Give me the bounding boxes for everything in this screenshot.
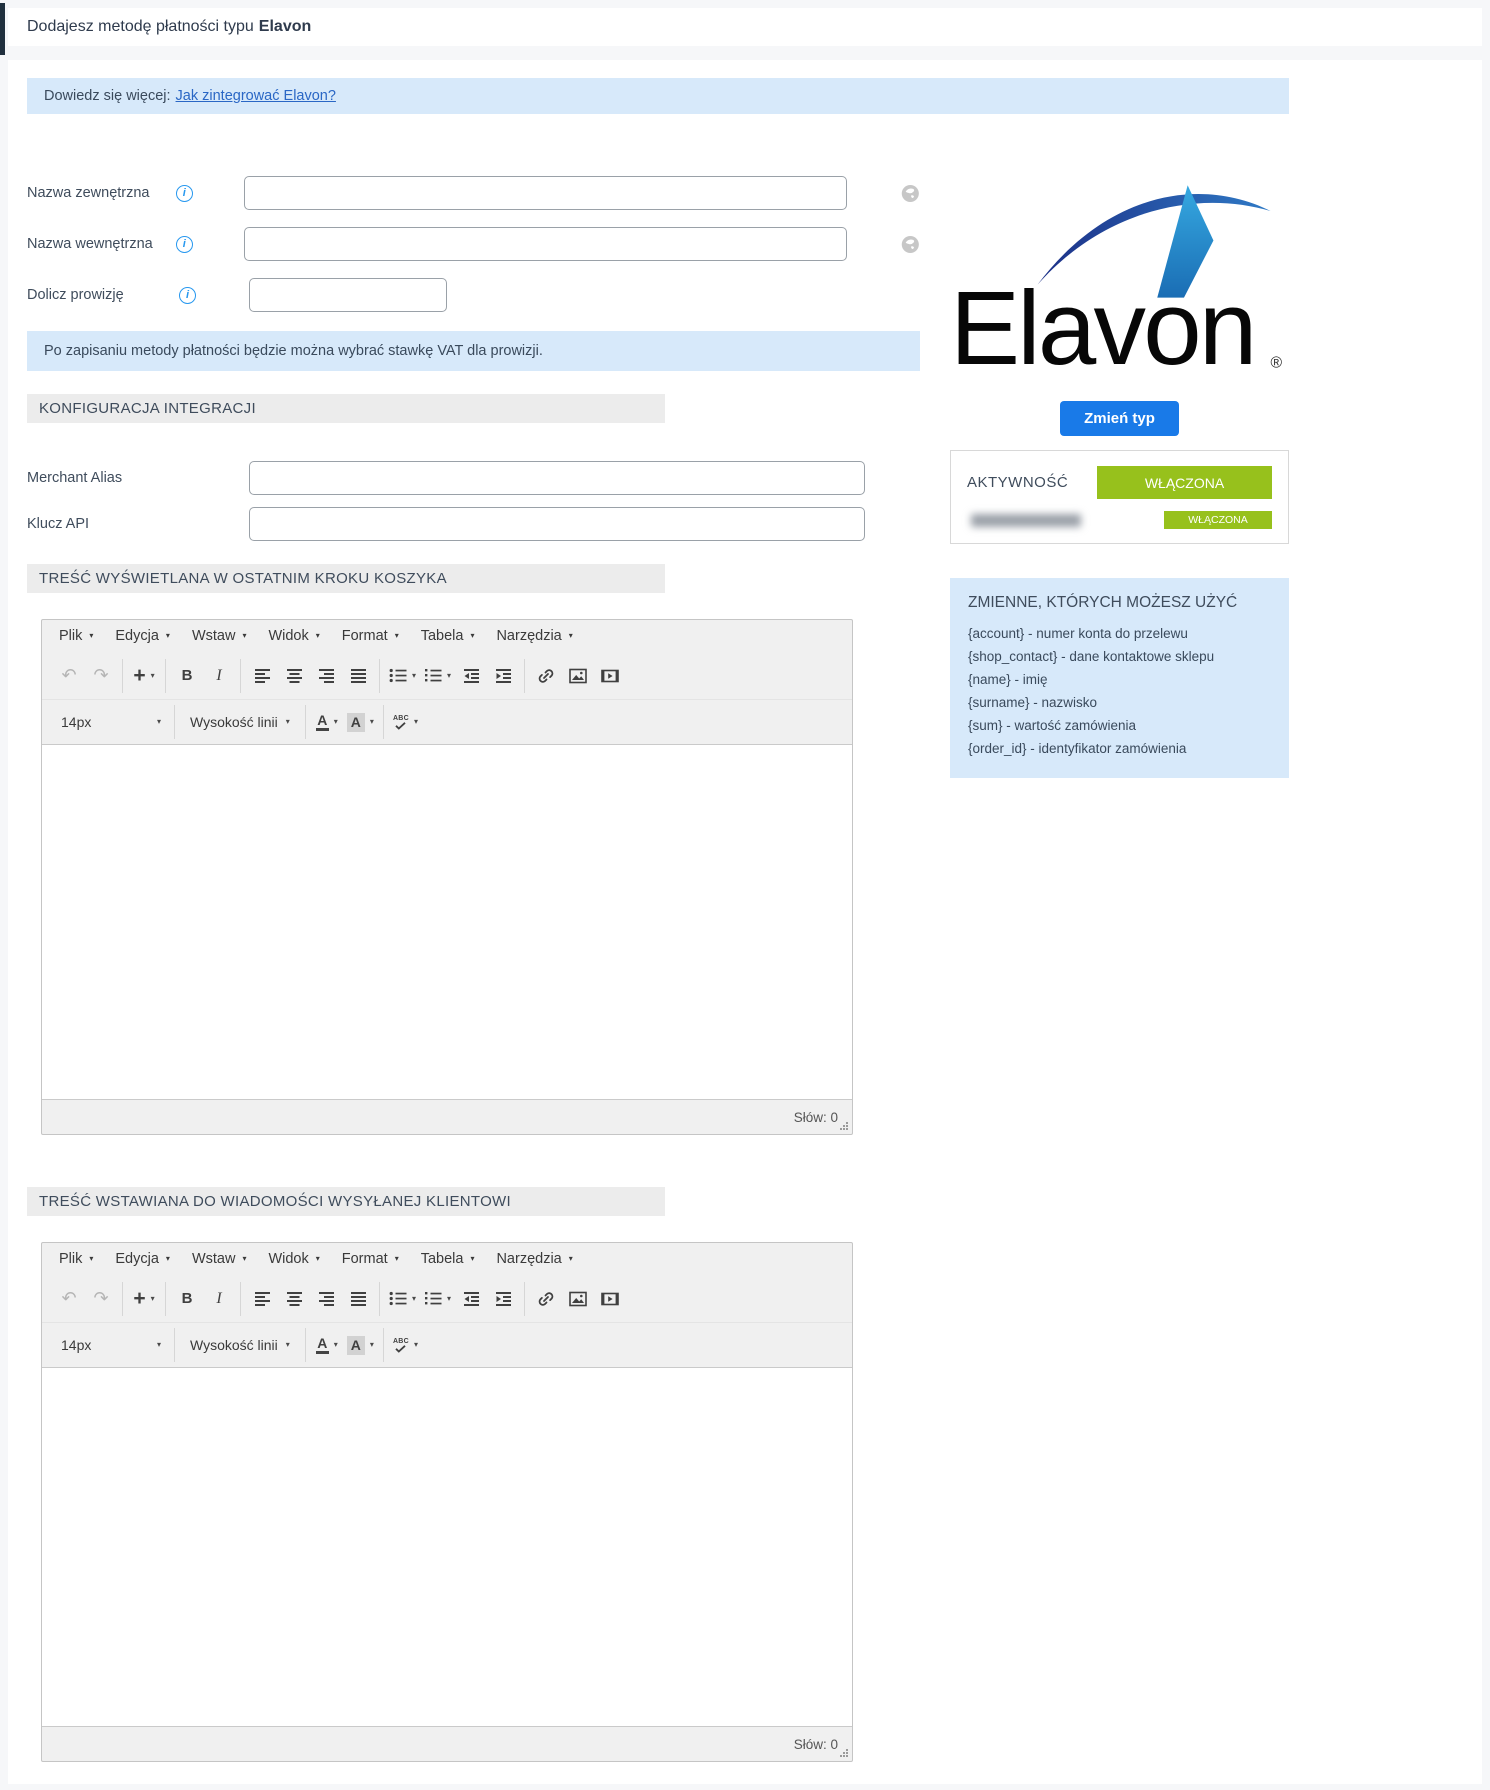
merchant-alias-row — [27, 461, 920, 495]
caret-down-icon: ▾ — [150, 670, 155, 680]
menu-item-format[interactable]: Format ▾ — [341, 628, 399, 644]
italic-button[interactable] — [203, 1283, 235, 1315]
editor-content-area[interactable] — [42, 744, 852, 1100]
variable-item: {order_id} - identyfikator zamówienia — [968, 741, 1187, 756]
background-color-button[interactable] — [343, 706, 378, 738]
caret-down-icon: ▾ — [89, 1254, 94, 1263]
caret-down-icon: ▾ — [412, 670, 417, 680]
menu-item-wstaw[interactable]: Wstaw ▾ — [191, 628, 247, 644]
page-title: Dodajesz metodę płatności typu — [27, 18, 254, 35]
undo-button[interactable] — [53, 660, 85, 692]
outdent-icon — [463, 668, 480, 683]
background-color-icon: A — [347, 1336, 365, 1355]
variable-item: {name} - imię — [968, 672, 1048, 687]
caret-down-icon: ▾ — [369, 717, 374, 726]
numbered-list-button[interactable] — [420, 1283, 455, 1315]
cart-content-editor — [41, 619, 853, 1135]
caret-down-icon: ▾ — [333, 717, 338, 726]
commission-row — [27, 278, 920, 312]
indent-icon — [495, 668, 512, 683]
caret-down-icon: ▾ — [470, 631, 475, 640]
internal-name-input[interactable] — [244, 227, 847, 261]
commission-label: Dolicz prowizję — [27, 287, 124, 303]
email-content-editor — [41, 1242, 853, 1762]
image-button[interactable] — [562, 660, 594, 692]
align-right-icon — [318, 668, 335, 684]
editor-menubar — [42, 1243, 852, 1275]
word-count: Słów: 0 — [793, 1109, 838, 1125]
image-icon — [569, 1291, 587, 1307]
api-key-label: Klucz API — [27, 516, 90, 532]
section-integration: KONFIGURACJA INTEGRACJI — [27, 394, 665, 423]
external-name-input[interactable] — [244, 176, 847, 210]
activity-box — [950, 450, 1289, 544]
sub-status-badge[interactable]: WŁĄCZONA — [1164, 511, 1272, 529]
spellcheck-icon: ABC — [393, 715, 409, 730]
caret-down-icon: ▾ — [165, 1254, 170, 1263]
variable-item: {sum} - wartość zamówienia — [968, 718, 1137, 733]
api-key-row — [27, 507, 920, 541]
indent-button[interactable] — [487, 660, 519, 692]
globe-icon[interactable] — [901, 184, 920, 203]
variable-item: {surname} - nazwisko — [968, 695, 1098, 710]
menu-item-wstaw[interactable]: Wstaw ▾ — [191, 1251, 247, 1267]
commission-input[interactable] — [249, 278, 447, 312]
align-justify-button[interactable] — [342, 660, 374, 692]
info-banner — [27, 78, 1289, 114]
caret-down-icon: ▾ — [242, 631, 247, 640]
caret-down-icon: ▾ — [447, 670, 452, 680]
align-right-button[interactable] — [310, 660, 342, 692]
numbered-list-icon — [424, 1291, 442, 1306]
caret-down-icon: ▾ — [394, 1254, 399, 1263]
caret-down-icon: ▾ — [285, 1340, 290, 1349]
globe-icon[interactable] — [901, 235, 920, 254]
link-icon — [537, 667, 555, 685]
editor-toolbar-row1 — [42, 652, 852, 699]
line-height-label: Wysokość linii — [190, 714, 278, 730]
outdent-icon — [463, 1291, 480, 1306]
media-button[interactable] — [594, 1283, 626, 1315]
bullet-list-button[interactable] — [385, 660, 420, 692]
link-button[interactable] — [530, 1283, 562, 1315]
align-left-icon — [254, 668, 271, 684]
editor-content-area[interactable] — [42, 1367, 852, 1727]
caret-down-icon: ▾ — [447, 1293, 452, 1303]
menu-item-plik[interactable]: Plik ▾ — [59, 628, 94, 644]
variables-title: ZMIENNE, KTÓRYCH MOŻESZ UŻYĆ — [968, 594, 1238, 611]
caret-down-icon: ▾ — [414, 717, 419, 726]
caret-down-icon: ▾ — [285, 717, 290, 726]
align-right-button[interactable] — [310, 1283, 342, 1315]
vat-note: Po zapisaniu metody płatności będzie można wybrać stawkę VAT dla prowizji. — [27, 331, 920, 371]
merchant-alias-input[interactable] — [249, 461, 865, 495]
caret-down-icon: ▾ — [315, 631, 320, 640]
font-size-value: 14px — [61, 714, 92, 730]
align-justify-button[interactable] — [342, 1283, 374, 1315]
menu-item-narzędzia[interactable]: Narzędzia ▾ — [496, 1251, 573, 1267]
info-icon[interactable]: i — [176, 185, 193, 202]
redo-button[interactable] — [85, 660, 117, 692]
background-color-icon: A — [347, 713, 365, 732]
menu-item-widok[interactable]: Widok ▾ — [268, 1251, 320, 1267]
caret-down-icon: ▾ — [89, 631, 94, 640]
word-count: Słów: 0 — [793, 1736, 838, 1752]
menu-item-edycja[interactable]: Edycja ▾ — [115, 1251, 170, 1267]
api-key-input[interactable] — [249, 507, 865, 541]
caret-down-icon: ▾ — [568, 631, 573, 640]
sidebar-edge — [0, 3, 5, 55]
internal-name-row — [27, 227, 920, 261]
section-email-content: TREŚĆ WSTAWIANA DO WIADOMOŚCI WYSYŁANEJ KLIENTOWI — [27, 1187, 665, 1216]
bullet-list-icon — [389, 668, 407, 683]
info-icon[interactable]: i — [179, 287, 196, 304]
caret-down-icon: ▾ — [165, 631, 170, 640]
align-justify-icon — [350, 1291, 367, 1307]
text-color-icon: A — [316, 713, 329, 731]
variable-item: {account} - numer konta do przelewu — [968, 626, 1188, 641]
redo-icon: ↷ — [93, 665, 109, 685]
menu-item-tabela[interactable]: Tabela ▾ — [420, 1251, 475, 1267]
outdent-button[interactable] — [455, 660, 487, 692]
redacted-text — [971, 514, 1081, 527]
text-color-button[interactable] — [311, 1329, 343, 1361]
resize-grip-icon[interactable] — [838, 1120, 849, 1131]
italic-icon: I — [216, 1289, 222, 1307]
editor-statusbar — [42, 1727, 852, 1761]
font-size-select[interactable] — [53, 706, 169, 738]
merchant-alias-label: Merchant Alias — [27, 470, 123, 486]
plus-icon: + — [133, 664, 146, 687]
menu-item-widok[interactable]: Widok ▾ — [268, 628, 320, 644]
caret-down-icon: ▾ — [568, 1254, 573, 1263]
media-icon — [601, 1291, 619, 1307]
line-height-label: Wysokość linii — [190, 1337, 278, 1353]
bold-button[interactable] — [171, 1283, 203, 1315]
align-left-button[interactable] — [246, 660, 278, 692]
menu-item-edycja[interactable]: Edycja ▾ — [115, 628, 170, 644]
align-right-icon — [318, 1291, 335, 1307]
internal-name-label: Nazwa wewnętrzna — [27, 236, 153, 252]
caret-down-icon: ▾ — [394, 631, 399, 640]
caret-down-icon: ▾ — [369, 1340, 374, 1349]
caret-down-icon: ▾ — [242, 1254, 247, 1263]
undo-button[interactable] — [53, 1283, 85, 1315]
align-left-icon — [254, 1291, 271, 1307]
page-header — [8, 8, 1482, 46]
caret-down-icon: ▾ — [150, 1293, 155, 1303]
image-icon — [569, 668, 587, 684]
italic-icon: I — [216, 666, 222, 684]
caret-down-icon: ▾ — [156, 1340, 161, 1349]
redo-button[interactable] — [85, 1283, 117, 1315]
bullet-list-button[interactable] — [385, 1283, 420, 1315]
bold-icon: B — [181, 1290, 193, 1307]
resize-grip-icon[interactable] — [838, 1747, 849, 1758]
bullet-list-icon — [389, 1291, 407, 1306]
font-size-value: 14px — [61, 1337, 92, 1353]
insert-button[interactable] — [128, 660, 160, 692]
spellcheck-icon: ABC — [393, 1338, 409, 1353]
caret-down-icon: ▾ — [414, 1340, 419, 1349]
link-button[interactable] — [530, 660, 562, 692]
media-button[interactable] — [594, 660, 626, 692]
line-height-button[interactable] — [180, 1329, 300, 1361]
menu-item-tabela[interactable]: Tabela ▾ — [420, 628, 475, 644]
editor-toolbar-row1 — [42, 1275, 852, 1322]
editor-menubar — [42, 620, 852, 652]
caret-down-icon: ▾ — [470, 1254, 475, 1263]
indent-icon — [495, 1291, 512, 1306]
align-center-icon — [286, 668, 303, 684]
align-center-button[interactable] — [278, 1283, 310, 1315]
caret-down-icon: ▾ — [412, 1293, 417, 1303]
spellcheck-button[interactable] — [389, 1329, 422, 1361]
elavon-logo — [950, 176, 1289, 386]
bold-icon: B — [181, 667, 193, 684]
undo-icon: ↶ — [61, 1288, 77, 1308]
indent-button[interactable] — [487, 1283, 519, 1315]
page-title-type: Elavon — [258, 18, 312, 35]
numbered-list-button[interactable] — [420, 660, 455, 692]
variables-list — [968, 622, 1271, 760]
caret-down-icon: ▾ — [156, 717, 161, 726]
background-color-button[interactable] — [343, 1329, 378, 1361]
activity-toggle-button[interactable]: WŁĄCZONA — [1097, 466, 1272, 499]
svg-text:Elavon: Elavon — [950, 269, 1255, 386]
variable-item: {shop_contact} - dane kontaktowe sklepu — [968, 649, 1215, 664]
external-name-row — [27, 176, 920, 210]
info-icon[interactable]: i — [176, 236, 193, 253]
spellcheck-button[interactable] — [389, 706, 422, 738]
undo-icon: ↶ — [61, 665, 77, 685]
editor-statusbar — [42, 1100, 852, 1134]
text-color-icon: A — [316, 1336, 329, 1354]
media-icon — [601, 668, 619, 684]
align-left-button[interactable] — [246, 1283, 278, 1315]
menu-item-plik[interactable]: Plik ▾ — [59, 1251, 94, 1267]
italic-button[interactable] — [203, 660, 235, 692]
align-justify-icon — [350, 668, 367, 684]
text-color-button[interactable] — [311, 706, 343, 738]
outdent-button[interactable] — [455, 1283, 487, 1315]
link-icon — [537, 1290, 555, 1308]
numbered-list-icon — [424, 668, 442, 683]
change-type-button[interactable]: Zmień typ — [1060, 401, 1179, 436]
align-center-icon — [286, 1291, 303, 1307]
image-button[interactable] — [562, 1283, 594, 1315]
align-center-button[interactable] — [278, 660, 310, 692]
editor-toolbar-row2 — [42, 1322, 852, 1367]
activity-label: AKTYWNOŚĆ — [967, 474, 1069, 491]
caret-down-icon: ▾ — [315, 1254, 320, 1263]
plus-icon: + — [133, 1287, 146, 1310]
external-name-label: Nazwa zewnętrzna — [27, 185, 150, 201]
font-size-select[interactable] — [53, 1329, 169, 1361]
menu-item-narzędzia[interactable]: Narzędzia ▾ — [496, 628, 573, 644]
menu-item-format[interactable]: Format ▾ — [341, 1251, 399, 1267]
insert-button[interactable] — [128, 1283, 160, 1315]
section-cart-content: TREŚĆ WYŚWIETLANA W OSTATNIM KROKU KOSZYKA — [27, 564, 665, 593]
main-panel — [8, 60, 1482, 1784]
integration-help-link[interactable]: Jak zintegrować Elavon? — [175, 88, 336, 104]
editor-toolbar-row2 — [42, 699, 852, 744]
svg-text:®: ® — [1270, 354, 1283, 372]
line-height-button[interactable] — [180, 706, 300, 738]
bold-button[interactable] — [171, 660, 203, 692]
variables-box — [950, 578, 1289, 778]
redo-icon: ↷ — [93, 1288, 109, 1308]
caret-down-icon: ▾ — [333, 1340, 338, 1349]
banner-text: Dowiedz się więcej: — [44, 88, 171, 104]
